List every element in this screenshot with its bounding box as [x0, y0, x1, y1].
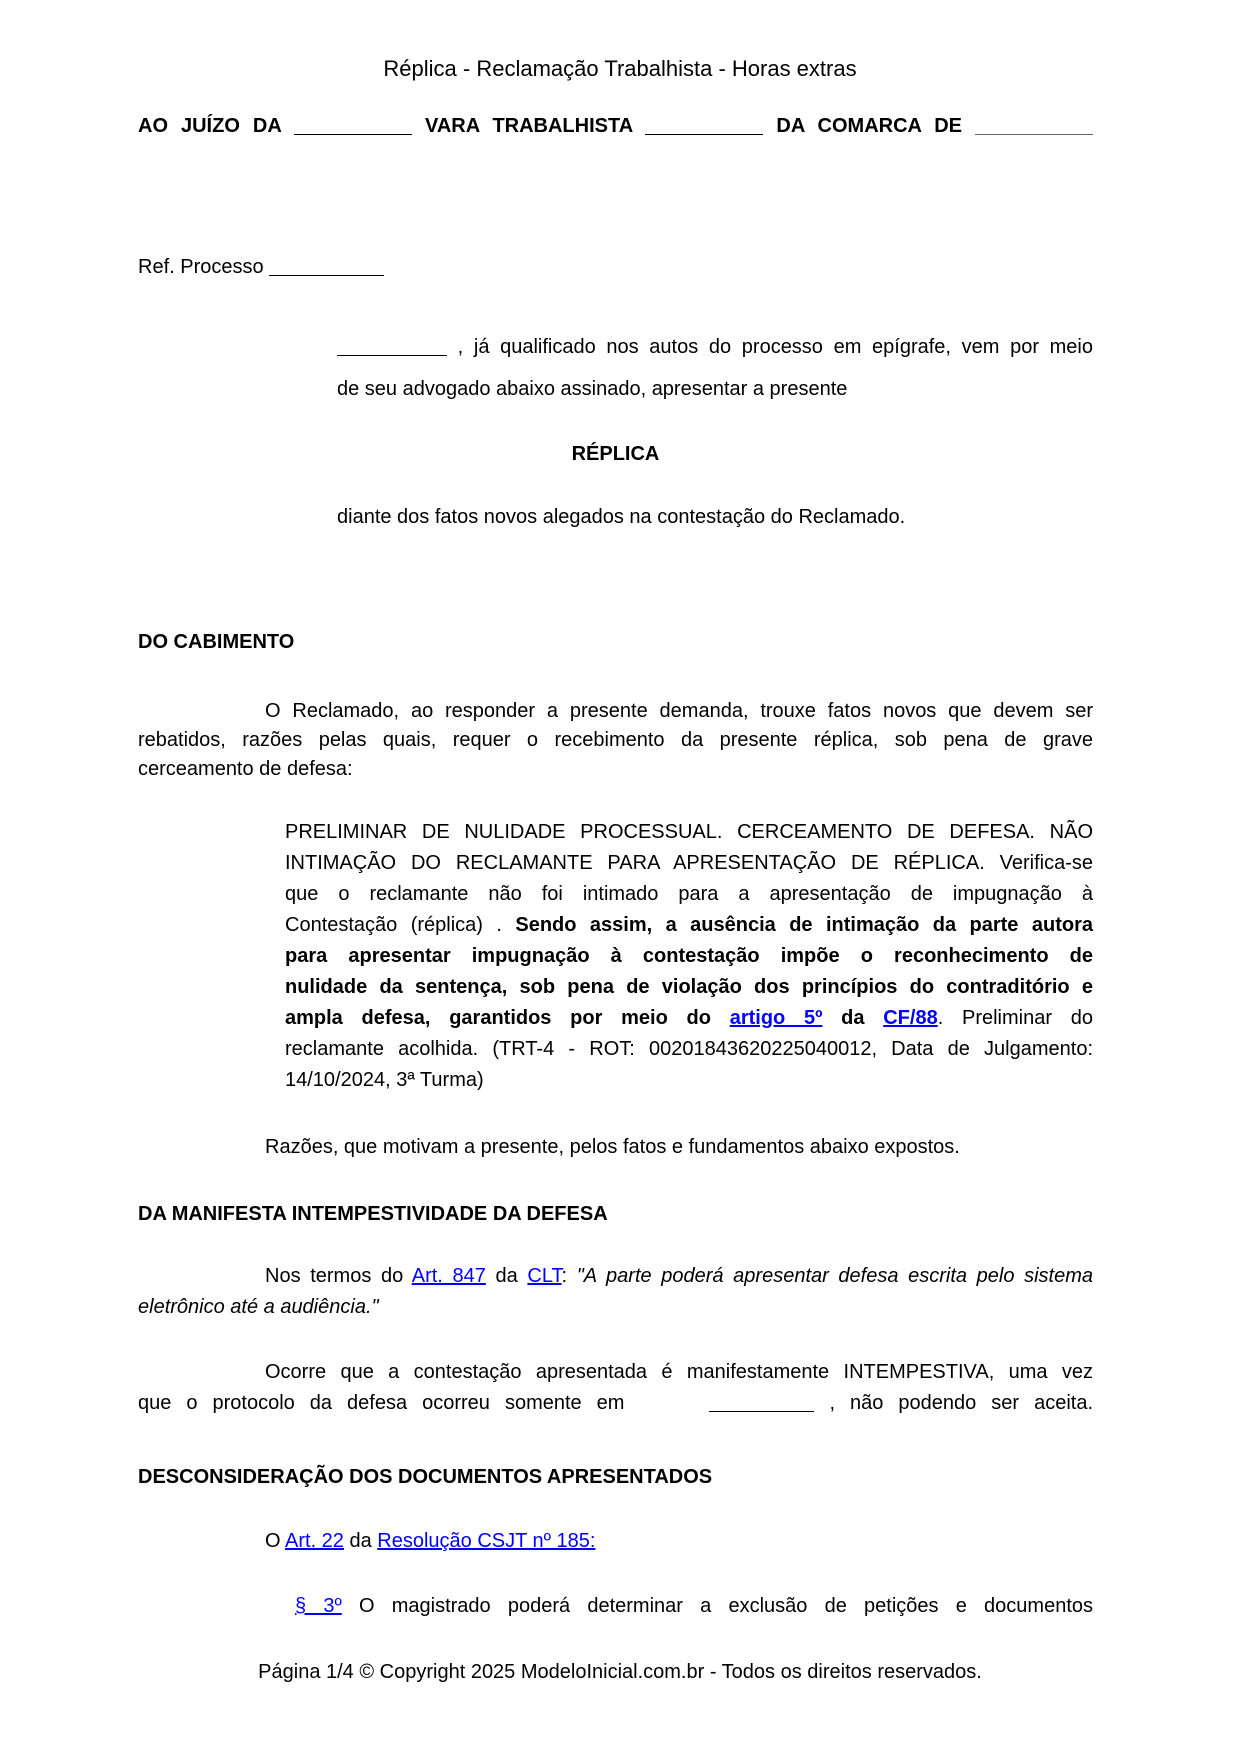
text-line	[285, 1003, 1093, 1034]
text-run: que o protocolo da defesa ocorreu somente em	[138, 1392, 625, 1414]
replica-heading-text: RÉPLICA	[571, 443, 660, 465]
text-run: para apresentar impugnação à contestação impõe o reconhecimento de	[285, 945, 1093, 967]
text-line	[337, 368, 1093, 410]
page-footer	[0, 1659, 1240, 1685]
text-run: Razões, que motivam a presente, pelos fatos e fundamentos abaixo expostos.	[265, 1136, 960, 1158]
text-run: . Preliminar do	[937, 1007, 1093, 1029]
section-heading-text: DO CABIMENTO	[138, 631, 295, 653]
text-line	[285, 879, 1093, 910]
text-line	[138, 755, 1093, 784]
text-line	[138, 1388, 1093, 1419]
link-clt[interactable]: CLT	[527, 1265, 562, 1287]
text-line	[138, 1292, 1093, 1323]
text-run: Ref. Processo	[138, 256, 270, 278]
section-heading-text: DESCONSIDERAÇÃO DOS DOCUMENTOS APRESENTADOS	[138, 1466, 713, 1488]
text-run: PRELIMINAR DE NULIDADE PROCESSUAL. CERCEAMENTO DE DEFESA. NÃO	[285, 821, 1093, 843]
blank-processo-number	[269, 258, 384, 276]
link-paragrafo-3[interactable]: § 3º	[295, 1595, 342, 1617]
court-heading	[138, 113, 1093, 139]
text-line	[138, 441, 1093, 467]
text-line	[0, 1659, 1240, 1685]
text-line	[138, 1201, 1093, 1227]
document-title	[0, 56, 1240, 82]
text-run: DA COMARCA DE	[763, 115, 975, 137]
text-run: Ocorre que a contestação apresentada é manifestamente INTEMPESTIVA, uma vez	[265, 1361, 1093, 1383]
section-heading-text: DA MANIFESTA INTEMPESTIVIDADE DA DEFESA	[138, 1203, 608, 1225]
text-line	[337, 504, 1093, 530]
blank-comarca	[975, 117, 1093, 135]
replica-heading	[138, 441, 1093, 467]
text-line	[0, 56, 1240, 82]
text-run: nulidade da sentença, sob pena de violação dos princípios do contraditório e	[285, 976, 1093, 998]
ref-processo-line	[138, 254, 1093, 280]
text-run: reclamante acolhida. (TRT-4 - ROT: 00201843620225040012, Data de Julgamento:	[285, 1038, 1093, 1060]
blank-vara-location	[645, 117, 763, 135]
paragraph-paragrafo-3	[295, 1591, 1093, 1622]
text-run: O Reclamado, ao responder a presente demanda, trouxe fatos novos que devem ser	[265, 700, 1093, 722]
text-run: VARA TRABALHISTA	[412, 115, 646, 137]
text-line	[285, 848, 1093, 879]
text-run: cerceamento de defesa:	[138, 758, 353, 780]
text-line	[138, 1464, 1093, 1490]
paragraph-razoes	[138, 1134, 1093, 1160]
text-run: O	[265, 1530, 286, 1552]
text-line	[285, 817, 1093, 848]
link-art-847[interactable]: Art. 847	[411, 1265, 486, 1287]
section-heading-do-cabimento	[138, 629, 1093, 655]
text-run: Contestação (réplica) .	[285, 914, 516, 936]
text-line	[138, 726, 1093, 755]
case-law-quote	[285, 817, 1093, 1096]
section-heading-intempestividade	[138, 1201, 1093, 1227]
text-line	[138, 1134, 1093, 1160]
text-run: rebatidos, razões pelas quais, requer o recebimento da presente réplica, sob pena de grave	[138, 729, 1093, 751]
text-line	[138, 1357, 1093, 1388]
paragraph-nos-termos	[138, 1261, 1093, 1323]
text-run: eletrônico até a audiência."	[138, 1296, 379, 1318]
text-line	[138, 697, 1093, 726]
text-run: Nos termos do	[265, 1265, 412, 1287]
text-run: que o reclamante não foi intimado para a apresentação de impugnação à	[285, 883, 1093, 905]
text-line	[285, 972, 1093, 1003]
text-line	[295, 1591, 1093, 1622]
text-run: diante dos fatos novos alegados na contestação do Reclamado.	[337, 506, 906, 528]
link-cf-88[interactable]: CF/88	[883, 1007, 938, 1029]
text-run: Sendo assim, a ausência de intimação da parte autora	[515, 914, 1093, 936]
text-line	[138, 1261, 1093, 1292]
link-artigo-5[interactable]: artigo 5º	[729, 1007, 823, 1029]
intro-complement	[337, 504, 1093, 530]
text-line	[138, 254, 1093, 280]
paragraph-ocorre	[138, 1357, 1093, 1419]
text-line	[138, 629, 1093, 655]
text-run: , não podendo ser aceita.	[814, 1392, 1094, 1414]
link-resolucao-csjt-185[interactable]: Resolução CSJT nº 185:	[377, 1530, 596, 1552]
text-line	[138, 1528, 1093, 1554]
text-line	[285, 1065, 1093, 1096]
document-title-text: Réplica - Reclamação Trabalhista - Horas extras	[383, 56, 857, 81]
text-line	[285, 910, 1093, 941]
spacer	[624, 1408, 709, 1409]
blank-reclamante-nome	[337, 338, 447, 356]
paragraph-do-cabimento	[138, 697, 1093, 784]
text-run: 14/10/2024, 3ª Turma)	[285, 1069, 484, 1091]
intro-paragraph	[337, 326, 1093, 410]
text-line	[337, 326, 1093, 368]
text-line	[138, 113, 1093, 139]
text-run: INTIMAÇÃO DO RECLAMANTE PARA APRESENTAÇÃO DE RÉPLICA. Verifica-se	[285, 852, 1093, 874]
text-run: AO JUÍZO DA	[138, 115, 295, 137]
copyright-text: © Copyright 2025 ModeloInicial.com.br - Todos os direitos reservados.	[353, 1661, 982, 1683]
link-art-22[interactable]: Art. 22	[285, 1530, 344, 1552]
blank-data-protocolo	[709, 1394, 814, 1412]
text-line	[285, 1034, 1093, 1065]
text-run: :	[561, 1265, 577, 1287]
text-run: de seu advogado abaixo assinado, apresentar a presente	[337, 378, 848, 400]
page-number: Página 1/4	[258, 1661, 354, 1683]
text-line	[285, 941, 1093, 972]
blank-vara-number	[294, 117, 412, 135]
text-run: ampla defesa, garantidos por meio do	[285, 1007, 730, 1029]
paragraph-art-22	[138, 1528, 1093, 1554]
section-heading-desconsideracao	[138, 1464, 1093, 1490]
text-run: da	[822, 1007, 884, 1029]
text-run: O magistrado poderá determinar a exclusão de petições e documentos	[341, 1595, 1094, 1617]
text-run: "A parte poderá apresentar defesa escrita pelo sistema	[576, 1265, 1094, 1287]
text-run: da	[485, 1265, 528, 1287]
text-run: da	[343, 1530, 378, 1552]
text-run: , já qualificado nos autos do processo em epígrafe, vem por meio	[447, 336, 1093, 358]
